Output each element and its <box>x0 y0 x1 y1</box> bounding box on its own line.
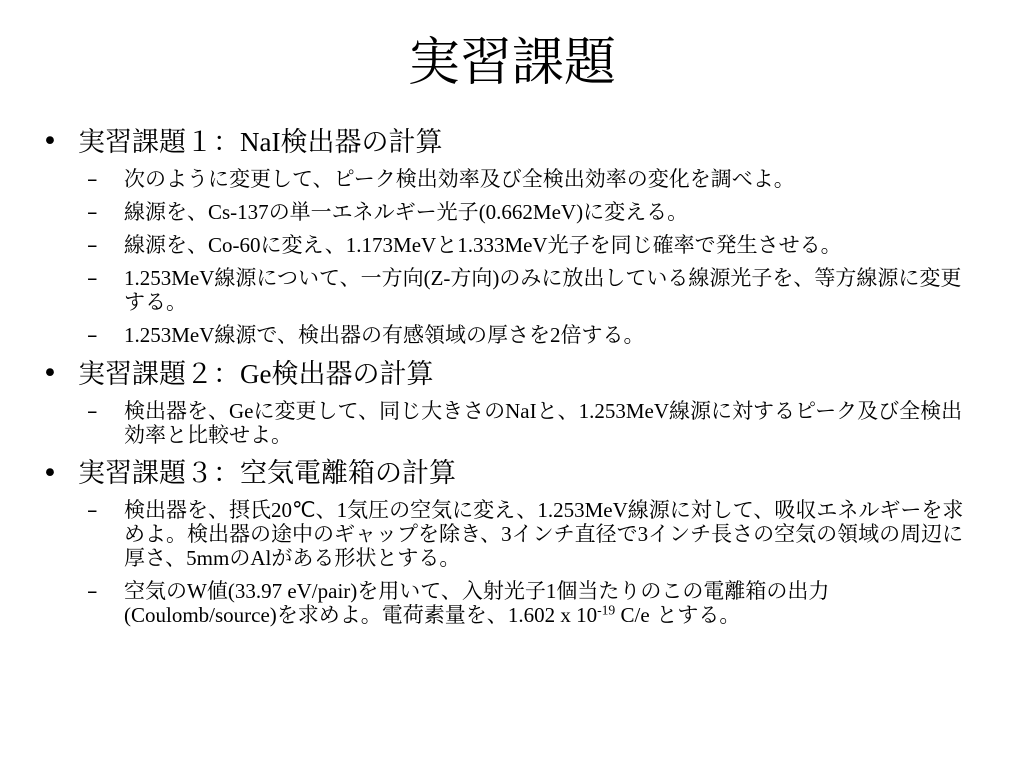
dash: – <box>87 167 98 191</box>
item-text: 線源に対して、吸収エネルギーを求めよ。検出器の途中のギャップを除き、 <box>124 498 964 546</box>
item-text: に変更して、同じ大きさの <box>253 399 506 423</box>
item-text: を用いて、入射光子 <box>357 579 546 603</box>
item-text: 線源について、一方向 <box>214 266 424 290</box>
dash: – <box>87 266 98 290</box>
item-text: 1.253MeV <box>124 266 215 290</box>
item-text: 1.253MeV <box>124 323 215 347</box>
item-text: Co-60 <box>208 233 261 257</box>
item-text: (0.662MeV) <box>478 200 584 224</box>
heading-prefix: 実習課題２： <box>78 359 240 390</box>
item-text: 検出器を、摂氏 <box>124 498 271 522</box>
item-text: のみに放出している線源光子を、等方線源に変更する。 <box>124 266 962 314</box>
item-text: 線源を、 <box>124 233 208 257</box>
heading-detector: Ge <box>240 359 272 389</box>
list-item <box>40 498 980 570</box>
slide-content <box>40 124 980 636</box>
item-text: 気圧の空気に変え、 <box>347 498 538 522</box>
list-item <box>40 233 980 257</box>
section-2-heading <box>40 356 980 393</box>
list-item <box>40 323 980 347</box>
item-text: 1.253MeV <box>537 498 628 522</box>
item-text: 5mm <box>186 546 230 570</box>
heading-detector: NaI <box>240 127 281 157</box>
item-text: 1.173MeV <box>345 233 437 257</box>
item-text: NaI <box>505 399 537 423</box>
item-text: インチ直径で <box>511 522 638 546</box>
item-text: 線源に対するピーク及び全検出効率と比較せよ。 <box>124 399 963 447</box>
item-text: 検出器を、 <box>124 399 229 423</box>
dash: – <box>87 579 98 603</box>
item-text: C/e <box>615 603 650 627</box>
section-2 <box>40 356 980 447</box>
list-item <box>40 399 980 447</box>
item-text: に変える。 <box>583 200 689 224</box>
item-text: 個当たりのこの電離箱の出力 <box>556 579 830 603</box>
item-text: (Z- <box>423 266 451 290</box>
list-item <box>40 200 980 224</box>
dash: – <box>87 399 98 423</box>
section-1-heading <box>40 124 980 161</box>
bullet: • <box>42 126 58 157</box>
item-text: に変え、 <box>260 233 346 257</box>
item-text: と、 <box>536 399 579 423</box>
slide-title: 実習課題 <box>407 33 616 93</box>
item-text: 1 <box>336 498 348 522</box>
item-text: (33.97 eV/pair) <box>227 579 358 603</box>
item-text: 、 <box>315 498 337 522</box>
item-text: Al <box>250 546 272 570</box>
dash: – <box>87 200 98 224</box>
item-text: の <box>229 546 251 570</box>
item-text: の単一エネルギー光子 <box>268 200 479 224</box>
item-text: インチ長さの空気の領域の周辺に厚さ、 <box>124 522 964 570</box>
item-text: とする。 <box>649 603 741 627</box>
heading-prefix: 実習課題１： <box>78 127 240 158</box>
item-text: 空気の <box>124 579 187 603</box>
item-text: 線源を、 <box>124 200 208 224</box>
dash: – <box>87 233 98 257</box>
bullet: • <box>42 358 58 389</box>
item-text: Ge <box>229 399 254 423</box>
item-text: 1.602 x 10 <box>507 603 598 627</box>
item-text: 光子を同じ確率で発生させる。 <box>547 233 842 257</box>
item-text: 値 <box>206 579 228 603</box>
item-text: 1 <box>545 579 557 603</box>
item-text: を求めよ。電荷素量を、 <box>276 603 508 627</box>
item-text: 20℃ <box>271 498 316 522</box>
item-text: 2 <box>550 323 561 347</box>
item-text: 1.253MeV <box>578 399 669 423</box>
section-1 <box>40 124 980 347</box>
heading-suffix: 検出器の計算 <box>271 359 434 390</box>
item-text: ) <box>492 266 500 290</box>
item-text: 線源で、検出器の有感領域の厚さを <box>214 323 551 347</box>
section-3-heading <box>40 456 980 492</box>
exponent: -19 <box>597 602 616 618</box>
item-text: W <box>187 579 207 603</box>
heading-prefix: 実習課題３：空気電離箱の計算 <box>78 458 456 489</box>
item-text: Cs-137 <box>208 200 269 224</box>
list-item <box>40 266 980 314</box>
item-text: と <box>436 233 458 257</box>
item-text: がある形状とする。 <box>271 546 461 570</box>
item-text: 1.333MeV <box>457 233 548 257</box>
heading-suffix: 検出器の計算 <box>280 127 443 158</box>
dash: – <box>87 498 98 522</box>
list-item <box>40 167 980 191</box>
item-text: 方向 <box>450 266 493 290</box>
bullet: • <box>42 458 58 489</box>
list-item <box>40 579 980 627</box>
item-text: 倍する。 <box>560 323 645 347</box>
dash: – <box>87 323 98 347</box>
item-text: 3 <box>501 522 512 546</box>
item-text: 3 <box>637 522 649 546</box>
section-3 <box>40 456 980 627</box>
item-text: 次のように変更して、ピーク検出効率及び全検出効率の変化を調べよ。 <box>124 167 795 191</box>
item-text: (Coulomb/source) <box>124 603 277 627</box>
